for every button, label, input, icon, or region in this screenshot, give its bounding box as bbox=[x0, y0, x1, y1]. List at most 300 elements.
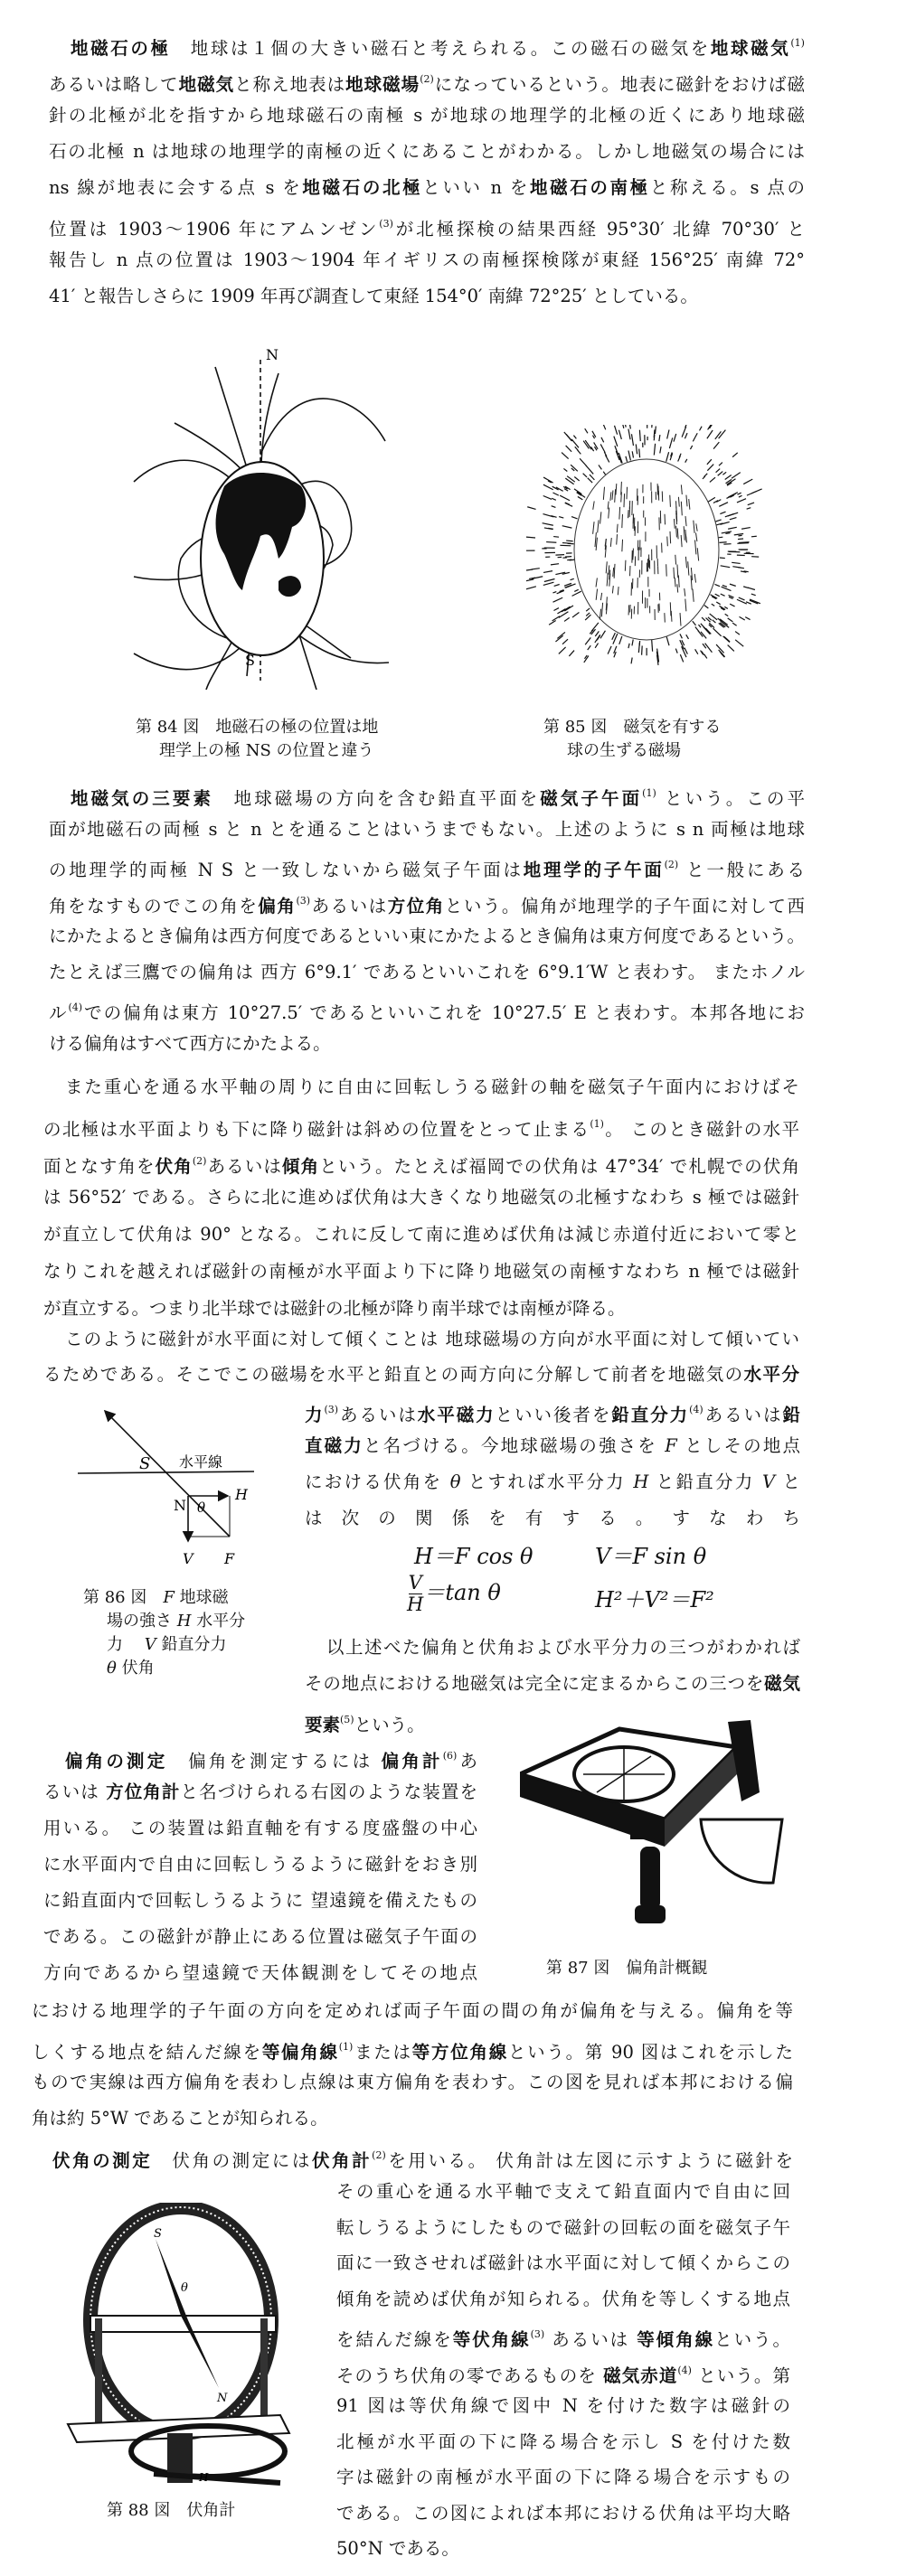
field-stroke bbox=[625, 425, 626, 428]
field-stroke bbox=[708, 497, 715, 502]
text-line bbox=[336, 2281, 790, 2317]
field-stroke bbox=[565, 557, 571, 558]
text-run: るいは bbox=[43, 1782, 107, 1802]
field-stroke bbox=[552, 592, 556, 593]
field-stroke bbox=[574, 589, 578, 591]
text-run: あるいは bbox=[544, 2329, 637, 2350]
text-run: とすれば水平分力 bbox=[460, 1471, 634, 1492]
field-stroke bbox=[670, 602, 671, 616]
bold-term: 力 bbox=[305, 1405, 325, 1425]
math-variable: V bbox=[761, 1471, 776, 1492]
field-stroke bbox=[714, 584, 720, 586]
text-line bbox=[336, 2317, 790, 2353]
field-stroke bbox=[654, 444, 655, 456]
text-run: このように磁針が水平面に対して傾くことは 地球磁場の方向が水平面に対して傾いてい bbox=[65, 1329, 799, 1349]
text-run: しくする地点を結んだ線を bbox=[32, 2041, 262, 2063]
field-stroke bbox=[719, 537, 723, 538]
text-run: としその地点 bbox=[676, 1435, 800, 1456]
text-line bbox=[543, 716, 721, 739]
figure-84-caption bbox=[136, 716, 378, 763]
text-run: 。 このとき磁針の水平 bbox=[603, 1118, 799, 1140]
text-run: ける偏角はすべて西方にかたよる。 bbox=[49, 1032, 331, 1054]
text-line bbox=[32, 1993, 793, 2029]
text-run: の地理学的両極 N S と一致しないから磁気子午面は bbox=[49, 860, 524, 880]
text-run: と bbox=[775, 1471, 801, 1492]
field-stroke bbox=[667, 429, 669, 438]
bold-term: 地磁石の極 bbox=[71, 38, 171, 59]
bold-term: 方位角計 bbox=[106, 1782, 181, 1802]
field-stroke bbox=[675, 649, 677, 653]
field-stroke bbox=[551, 564, 559, 565]
figure-87-declinometer-illustration bbox=[520, 1720, 791, 1941]
text-run: という。 bbox=[714, 2329, 790, 2350]
field-stroke bbox=[716, 469, 721, 473]
field-stroke bbox=[693, 433, 697, 441]
text-run: という。偏角が地理学的子午面に対して西 bbox=[444, 895, 805, 917]
text-line bbox=[305, 1392, 800, 1428]
field-stroke bbox=[746, 602, 751, 604]
text-line bbox=[49, 954, 805, 991]
field-stroke bbox=[721, 594, 725, 596]
text-run: という。第 bbox=[691, 2364, 790, 2386]
text-run: 鉛直分力 bbox=[156, 1635, 227, 1654]
text-line bbox=[49, 206, 805, 242]
text-run: と称える。s 点の bbox=[649, 177, 805, 198]
text-line bbox=[49, 812, 805, 848]
field-stroke bbox=[600, 444, 605, 452]
formula-tan-rhs: ＝tan θ bbox=[423, 1580, 501, 1605]
field-stroke bbox=[631, 434, 633, 446]
field-stroke bbox=[716, 602, 720, 605]
field-stroke bbox=[730, 518, 737, 520]
text-line bbox=[32, 2029, 793, 2065]
label-n: N bbox=[266, 346, 279, 363]
text-line bbox=[43, 1919, 477, 1955]
footnote-ref: (3) bbox=[530, 2328, 545, 2340]
text-run: 球の生ずる磁場 bbox=[567, 741, 681, 760]
text-run: といい後者を bbox=[495, 1405, 612, 1425]
field-stroke bbox=[566, 434, 572, 441]
field-stroke bbox=[718, 472, 723, 476]
label-h: H bbox=[235, 1486, 248, 1503]
field-stroke bbox=[595, 631, 599, 636]
text-run: と名づける。今地球磁場の強さを bbox=[364, 1435, 666, 1456]
footnote-ref: (1) bbox=[590, 1117, 604, 1130]
bold-term: 地磁石の南極 bbox=[530, 177, 650, 198]
text-run: るためである。そこでこの磁場を水平と鉛直との両方向に分解して前者を地磁気の bbox=[43, 1364, 744, 1385]
field-stroke bbox=[627, 487, 628, 500]
field-stroke bbox=[745, 617, 750, 620]
figure-86-caption bbox=[83, 1586, 245, 1680]
text-line bbox=[43, 1180, 799, 1217]
text-line bbox=[49, 278, 805, 315]
text-line bbox=[336, 2245, 790, 2281]
text-run: と一般にある bbox=[678, 860, 805, 880]
field-stroke bbox=[730, 584, 736, 586]
field-stroke bbox=[639, 430, 640, 441]
field-stroke bbox=[563, 468, 567, 471]
field-stroke bbox=[737, 493, 741, 494]
paragraph-dip-measurement bbox=[336, 2174, 790, 2567]
field-stroke bbox=[704, 606, 708, 608]
field-stroke bbox=[569, 651, 574, 656]
text-line bbox=[43, 1738, 477, 1774]
text-line bbox=[49, 776, 805, 812]
field-stroke bbox=[721, 566, 731, 568]
field-stroke bbox=[572, 591, 581, 596]
field-stroke bbox=[636, 444, 637, 454]
footnote-ref: (2) bbox=[664, 859, 679, 870]
field-stroke bbox=[586, 465, 593, 475]
bold-term: 磁気 bbox=[764, 1673, 800, 1694]
label-f: F bbox=[224, 1550, 235, 1567]
field-stroke bbox=[722, 472, 726, 475]
field-stroke bbox=[728, 618, 733, 622]
text-run: 面となす角を bbox=[43, 1155, 156, 1177]
field-stroke bbox=[642, 645, 643, 654]
bold-term: 伏角の測定 bbox=[52, 2150, 153, 2171]
field-stroke bbox=[660, 447, 661, 453]
text-run: なりこれを越えれば磁針の南極が水平面より下に降り地磁気の南極すなわち n 極では磁針 bbox=[43, 1260, 799, 1282]
text-run: にかたよるとき偏角は西方何度であるといい東にかたよるとき偏角は東方何度であるという。 bbox=[49, 926, 805, 946]
text-run: に水平面内で自由に回転しうるように磁針をおき別 bbox=[43, 1854, 477, 1875]
label-theta: θ bbox=[181, 2281, 188, 2295]
formula-v: V＝F sin θ bbox=[595, 1544, 707, 1569]
field-stroke bbox=[715, 594, 720, 597]
field-stroke bbox=[638, 643, 639, 653]
text-line bbox=[305, 1428, 800, 1464]
figure-87-caption bbox=[546, 1957, 707, 1980]
text-run: 傾角を読めば伏角が知られる。伏角を等しくする地点 bbox=[336, 2288, 790, 2309]
field-stroke bbox=[562, 526, 572, 528]
bold-term: 等偏角線 bbox=[261, 2041, 339, 2063]
field-stroke bbox=[628, 425, 630, 429]
text-run: である。この図によれば本邦における伏角は平均大略 bbox=[336, 2502, 790, 2524]
field-stroke bbox=[713, 442, 719, 449]
field-stroke bbox=[728, 527, 737, 529]
field-stroke bbox=[743, 587, 749, 588]
text-line bbox=[43, 1069, 799, 1106]
bold-term: 要素 bbox=[305, 1715, 341, 1735]
text-run: を結んだ線を bbox=[336, 2329, 453, 2350]
text-run: 針の北極が北を指すから地球磁石の南極 s が地球の地理学的北極の近くにあり地球磁 bbox=[49, 105, 805, 126]
field-stroke bbox=[588, 645, 591, 650]
field-stroke bbox=[564, 617, 570, 621]
field-stroke bbox=[622, 514, 623, 528]
text-line bbox=[136, 739, 378, 763]
field-stroke bbox=[670, 531, 671, 543]
text-run: 以上述べた偏角と伏角および水平分力の三つがわかれば bbox=[326, 1637, 800, 1658]
field-stroke bbox=[580, 458, 587, 466]
text-line bbox=[543, 739, 721, 763]
field-stroke bbox=[592, 436, 594, 439]
text-line bbox=[107, 2499, 235, 2523]
field-stroke bbox=[737, 543, 749, 544]
field-stroke bbox=[654, 429, 655, 437]
math-variable: F bbox=[163, 1588, 175, 1607]
field-stroke bbox=[707, 459, 712, 465]
text-run: は 56°52′ である。さらに北に進めば伏角は大きくなり地磁気の北極すなわち s 極では磁針 bbox=[43, 1187, 799, 1208]
field-stroke bbox=[710, 477, 715, 482]
text-run: 地球磁場の方向を含む鉛直平面を bbox=[213, 788, 541, 809]
field-stroke bbox=[741, 528, 751, 530]
label-s: S bbox=[154, 2227, 162, 2241]
field-stroke bbox=[628, 451, 630, 461]
field-stroke bbox=[743, 479, 752, 484]
bold-term: 等伏角線 bbox=[452, 2329, 531, 2350]
text-line bbox=[49, 918, 805, 954]
text-line bbox=[43, 1321, 799, 1357]
field-stroke bbox=[631, 658, 632, 664]
footnote-ref: (1) bbox=[642, 787, 656, 799]
text-line bbox=[49, 134, 805, 170]
text-run: 第 85 図 磁気を有する bbox=[543, 718, 722, 737]
field-stroke bbox=[686, 635, 689, 639]
text-line bbox=[43, 1143, 799, 1180]
text-run: と名づけられる右図のような装置を bbox=[180, 1782, 477, 1802]
field-stroke bbox=[693, 621, 696, 625]
text-run: ル bbox=[49, 1002, 69, 1023]
field-stroke bbox=[632, 451, 633, 457]
text-line bbox=[32, 2064, 793, 2101]
footnote-ref: (6) bbox=[442, 1750, 458, 1762]
field-stroke bbox=[571, 517, 578, 519]
text-line bbox=[43, 1357, 799, 1392]
field-stroke bbox=[704, 654, 707, 659]
field-stroke bbox=[544, 579, 555, 582]
field-stroke bbox=[667, 536, 668, 546]
math-variable: H bbox=[176, 1612, 192, 1631]
field-stroke bbox=[628, 644, 629, 648]
field-stroke bbox=[585, 637, 590, 644]
field-stroke bbox=[571, 468, 574, 471]
text-line bbox=[83, 1657, 245, 1680]
text-line bbox=[43, 1217, 799, 1254]
text-run: 転しうるようにしたもので磁針の回転の面を磁気子午 bbox=[336, 2216, 790, 2238]
text-run: という。第 90 図はこれを示した bbox=[507, 2041, 793, 2063]
field-stroke bbox=[701, 624, 707, 631]
field-stroke bbox=[740, 616, 745, 620]
field-stroke bbox=[680, 654, 683, 662]
figure-84-geomagnetic-field-globe bbox=[125, 342, 414, 690]
field-stroke bbox=[552, 616, 560, 621]
label-s: S bbox=[245, 652, 255, 669]
field-stroke bbox=[543, 571, 552, 573]
field-stroke bbox=[566, 446, 572, 452]
text-line bbox=[49, 25, 805, 61]
bold-term: 地磁気の三要素 bbox=[71, 788, 214, 809]
field-stroke bbox=[583, 474, 587, 477]
text-run: での偏角は東方 10°27.5′ であるといいこれを 10°27.5′ E と表わす。本邦各地にお bbox=[82, 1002, 805, 1023]
text-line bbox=[43, 1106, 799, 1143]
field-stroke bbox=[738, 568, 744, 569]
field-stroke bbox=[720, 558, 725, 559]
field-stroke bbox=[719, 503, 728, 507]
text-line bbox=[136, 716, 378, 739]
field-stroke bbox=[690, 446, 692, 449]
footnote-ref: (1) bbox=[790, 37, 805, 49]
figure-86-field-components-diagram bbox=[78, 1406, 259, 1573]
field-stroke bbox=[748, 503, 754, 505]
field-stroke bbox=[600, 631, 605, 639]
field-stroke bbox=[732, 473, 741, 479]
text-run: という。 bbox=[354, 1715, 425, 1735]
text-line bbox=[336, 2210, 790, 2246]
field-stroke bbox=[622, 425, 623, 428]
text-run: その地点における地磁気は完全に定まるからこの三つを bbox=[305, 1673, 765, 1694]
text-line bbox=[49, 242, 805, 278]
paragraph-components bbox=[43, 1321, 799, 1392]
field-stroke bbox=[730, 604, 734, 606]
text-line bbox=[49, 98, 805, 134]
field-stroke bbox=[543, 495, 552, 499]
text-run: が直立して伏角は 90° となる。これに反して南に進めば伏角は減じ赤道付近において零と bbox=[43, 1224, 799, 1246]
text-run: といい n を bbox=[422, 177, 530, 198]
field-stroke bbox=[571, 439, 579, 447]
field-stroke bbox=[626, 456, 628, 462]
field-stroke bbox=[720, 542, 727, 543]
numerator: V bbox=[408, 1572, 422, 1594]
field-stroke bbox=[738, 539, 743, 540]
field-stroke bbox=[573, 436, 576, 439]
field-stroke bbox=[715, 520, 722, 522]
text-run: 場の強さ bbox=[107, 1612, 177, 1631]
paragraph-dip-measurement-heading bbox=[31, 2138, 793, 2174]
text-run: 地球磁 bbox=[174, 1588, 229, 1607]
field-stroke bbox=[618, 430, 621, 439]
text-run: 91 図は等伏角線で図中 N を付けた数字は磁針の bbox=[336, 2395, 790, 2416]
field-stroke bbox=[603, 425, 606, 429]
field-stroke bbox=[552, 506, 556, 508]
text-line bbox=[31, 2138, 793, 2174]
math-variable: θ bbox=[449, 1471, 461, 1492]
field-stroke bbox=[722, 587, 732, 590]
bold-term: 方位角 bbox=[387, 895, 445, 917]
field-stroke bbox=[562, 639, 568, 644]
field-stroke bbox=[739, 495, 742, 497]
figure-88-dip-circle-illustration bbox=[63, 2203, 296, 2492]
field-stroke bbox=[590, 475, 594, 480]
field-stroke bbox=[704, 474, 708, 477]
field-stroke bbox=[739, 597, 745, 600]
bold-term: 地球磁気 bbox=[710, 38, 791, 59]
text-run: あるいは bbox=[703, 1405, 783, 1425]
field-stroke bbox=[724, 606, 728, 608]
field-stroke bbox=[624, 494, 625, 507]
text-run: 面が地磁石の両極 s と n とを通ることはいうまでもない。上述のように s n 両極は地球 bbox=[49, 818, 805, 840]
field-stroke bbox=[713, 620, 716, 623]
paragraph-isogonic-lines bbox=[32, 1993, 793, 2136]
footnote-ref: (3) bbox=[324, 1404, 339, 1415]
bold-term: 地磁石の北極 bbox=[302, 177, 423, 198]
text-line bbox=[336, 2531, 790, 2567]
bold-term: 鉛直分力 bbox=[611, 1405, 690, 1425]
bold-term: 偏角 bbox=[258, 895, 297, 917]
field-stroke bbox=[527, 507, 535, 510]
field-stroke bbox=[543, 484, 553, 490]
field-stroke bbox=[682, 427, 686, 437]
text-line bbox=[305, 1630, 800, 1666]
text-line bbox=[83, 1633, 245, 1657]
text-run: もので実線は西方偏角を表わし点線は東方偏角を表わす。この図を見れば本邦における偏 bbox=[32, 2072, 793, 2092]
text-line bbox=[83, 1586, 245, 1610]
bold-term: 直磁力 bbox=[305, 1435, 364, 1456]
text-line bbox=[49, 61, 805, 98]
footnote-ref: (3) bbox=[296, 894, 311, 907]
field-stroke bbox=[632, 639, 633, 645]
field-stroke bbox=[751, 536, 757, 537]
formula-tan bbox=[407, 1573, 501, 1615]
field-stroke bbox=[560, 495, 570, 501]
text-line bbox=[546, 1957, 707, 1980]
field-stroke bbox=[735, 640, 743, 646]
text-line bbox=[336, 2174, 790, 2210]
text-line bbox=[43, 1810, 477, 1847]
field-stroke bbox=[720, 512, 725, 513]
bold-term: 鉛 bbox=[782, 1405, 800, 1425]
footnote-ref: (2) bbox=[192, 1154, 207, 1167]
paragraph-three-elements bbox=[49, 776, 805, 1061]
text-run: 面に一致させれば磁針は水平面に対して傾くからこの bbox=[336, 2252, 790, 2273]
field-stroke bbox=[565, 478, 573, 484]
paragraph-components-right bbox=[305, 1392, 800, 1537]
field-stroke bbox=[572, 612, 579, 617]
label-s: S bbox=[139, 1454, 151, 1473]
field-stroke bbox=[552, 597, 562, 602]
text-line bbox=[49, 847, 805, 883]
text-run: または bbox=[353, 2041, 412, 2063]
field-stroke bbox=[619, 636, 622, 644]
figure-85-magnetized-sphere-field bbox=[526, 425, 765, 671]
text-run: 位置は 1903～1906 年にアムンゼン bbox=[49, 219, 380, 240]
label-n: N bbox=[217, 2392, 228, 2405]
field-stroke bbox=[622, 540, 623, 551]
text-run: その重心を通る水平軸で支えて鉛直面内で自由に回 bbox=[336, 2181, 790, 2202]
field-stroke bbox=[659, 435, 660, 441]
bold-term: 磁気子午面 bbox=[540, 788, 643, 809]
denominator: H bbox=[407, 1594, 424, 1615]
text-run: における地理学的子午面の方向を定めれば両子午面の間の角が偏角を与える。偏角を等 bbox=[32, 2000, 793, 2021]
bold-term: 地球磁場 bbox=[345, 74, 420, 95]
text-run: 石の北極 n は地球の地理学的南極の近くにあることがわかる。しかし地磁気の場合には bbox=[49, 141, 805, 162]
text-run: である。この磁針が静止にある位置は磁気子午面の bbox=[43, 1926, 477, 1947]
field-stroke bbox=[652, 425, 653, 428]
field-stroke bbox=[715, 431, 722, 439]
text-line bbox=[305, 1500, 800, 1537]
field-stroke bbox=[628, 429, 630, 440]
text-line bbox=[83, 1610, 245, 1633]
field-stroke bbox=[685, 433, 687, 438]
field-stroke bbox=[707, 465, 713, 471]
field-stroke bbox=[751, 594, 756, 596]
field-stroke bbox=[680, 634, 682, 638]
text-run: 角をなすものでこの角を bbox=[49, 895, 259, 917]
text-run: あるいは bbox=[338, 1405, 418, 1425]
field-stroke bbox=[621, 492, 622, 502]
text-run: が直立する。つまり北半球では磁針の北極が降り南半球では南極が降る。 bbox=[43, 1297, 626, 1319]
field-stroke bbox=[562, 606, 571, 612]
field-stroke bbox=[586, 608, 590, 611]
field-stroke bbox=[599, 465, 601, 469]
field-stroke bbox=[724, 636, 730, 642]
field-stroke bbox=[748, 588, 755, 589]
field-stroke bbox=[728, 512, 738, 516]
field-stroke bbox=[700, 427, 703, 431]
field-stroke bbox=[571, 578, 574, 579]
text-run: あるいは bbox=[206, 1155, 283, 1177]
field-stroke bbox=[674, 434, 676, 442]
field-stroke bbox=[737, 599, 747, 604]
